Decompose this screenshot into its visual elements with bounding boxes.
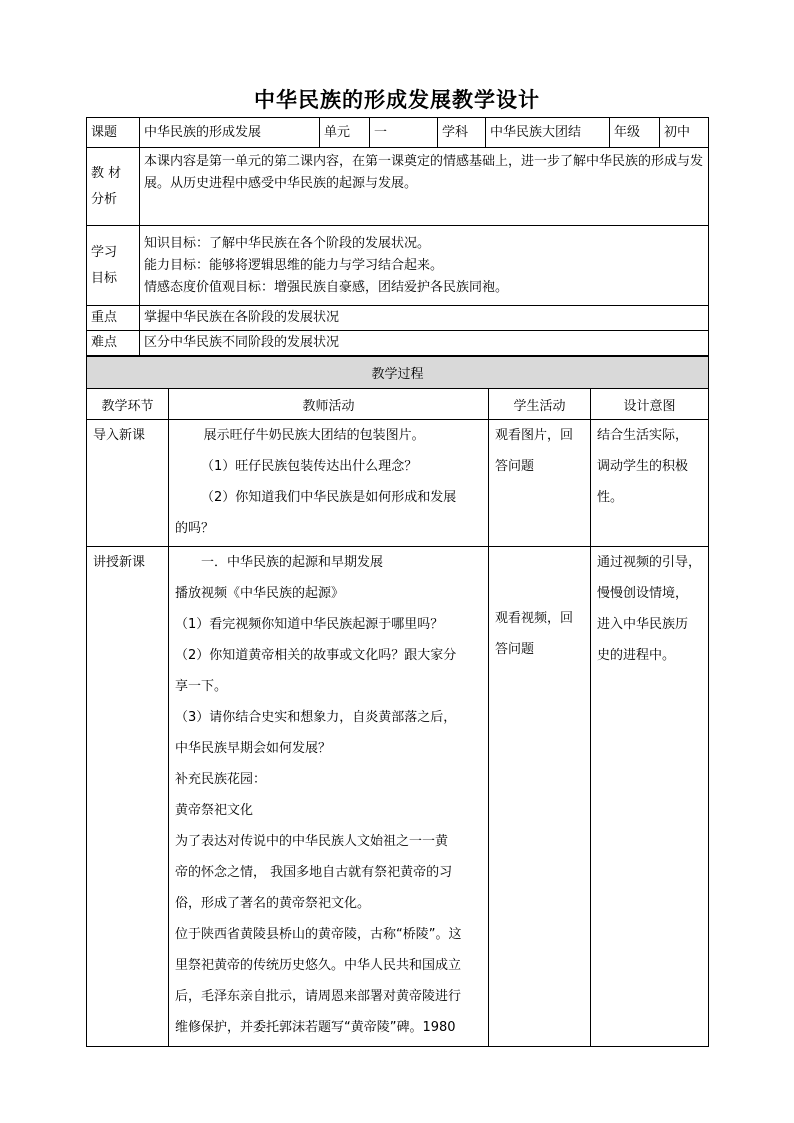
- objectives-text: [140, 226, 709, 306]
- analysis-row: [87, 148, 709, 226]
- topic-label: 课题: [87, 118, 140, 148]
- process-header-row: [87, 389, 709, 420]
- header-student: 学生活动: [489, 389, 591, 420]
- key-point-label: 重点: [87, 306, 140, 331]
- difficulty-label: 难点: [87, 331, 140, 356]
- header-stage: 教学环节: [87, 389, 169, 420]
- design-intent-cell: 通过视频的引导， 慢慢创设情境， 进入中华民族历 史的进程中。: [591, 547, 709, 1047]
- knowledge-objective: 知识目标：了解中华民族在各个阶段的发展状况。: [144, 235, 431, 251]
- grade-label: 年级: [610, 118, 660, 148]
- stage-cell: 导入新课: [87, 420, 169, 547]
- subject-label: 学科: [438, 118, 486, 148]
- info-row: [87, 118, 709, 148]
- table-row: [87, 547, 709, 1047]
- emotion-objective: 情感态度价值观目标：增强民族自豪感，团结爱护各民族同袍。: [144, 279, 509, 295]
- teacher-activity-cell: 展示旺仔牛奶民族大团结的包装图片。 （1）旺仔民族包装传达出什么理念？ （2）你知道我们中华民族是如何形成和发展 的吗？: [169, 420, 489, 547]
- grade-value: 初中: [660, 118, 709, 148]
- student-activity-cell: 观看视频，回 答问题: [489, 547, 591, 1047]
- lesson-info-table: [86, 117, 709, 356]
- key-point-row: [87, 306, 709, 331]
- process-title: 教学过程: [87, 357, 709, 389]
- analysis-text: 本课内容是第一单元的第二课内容，在第一课奠定的情感基础上，进一步了解中华民族的形成与发展。从历史进程中感受中华民族的起源与发展。: [140, 148, 709, 226]
- header-intent: 设计意图: [591, 389, 709, 420]
- objectives-row: [87, 226, 709, 306]
- analysis-label: 教 材 分析: [87, 148, 140, 226]
- difficulty-text: 区分中华民族不同阶段的发展状况: [140, 331, 709, 356]
- process-title-row: [87, 357, 709, 389]
- header-teacher: 教师活动: [169, 389, 489, 420]
- difficulty-row: [87, 331, 709, 356]
- teacher-activity-cell: 一．中华民族的起源和早期发展 播放视频《中华民族的起源》 （1）看完视频你知道中华民族起源于哪里吗？ （2）你知道黄帝相关的故事或文化吗？跟大家分 享一下。 （3）请你结合史实和想象力，自炎黄部落之后， 中华民族早期会如何发展？ 补充民族花园： 黄帝祭祀文化 为了表达对传说中的中华民族人文始祖之一一黄 帝的怀念之情， 我国多地自古就有祭祀黄帝的习 俗，形成了著名的黄帝祭祀文化。 位于陕西省黄陵县桥山的黄帝陵，古称“桥陵”。这 里祭祀黄帝的传统历史悠久。中华人民共和国成立 后，毛泽东亲自批示，请周恩来部署对黄帝陵进行 维修保护，并委托郭沫若题写“黄帝陵”碑。1980: [169, 547, 489, 1047]
- unit-value: 一: [370, 118, 438, 148]
- student-activity-cell: 观看图片，回 答问题: [489, 420, 591, 547]
- unit-label: 单元: [320, 118, 370, 148]
- teaching-process-table: [86, 356, 709, 1047]
- topic-value: 中华民族的形成发展: [140, 118, 320, 148]
- key-point-text: 掌握中华民族在各阶段的发展状况: [140, 306, 709, 331]
- table-row: [87, 420, 709, 547]
- objectives-label: 学习 目标: [87, 226, 140, 306]
- subject-value: 中华民族大团结: [486, 118, 610, 148]
- stage-cell: 讲授新课: [87, 547, 169, 1047]
- ability-objective: 能力目标：能够将逻辑思维的能力与学习结合起来。: [144, 257, 444, 273]
- design-intent-cell: 结合生活实际， 调动学生的积极 性。: [591, 420, 709, 547]
- page-title: 中华民族的形成发展教学设计: [254, 88, 540, 112]
